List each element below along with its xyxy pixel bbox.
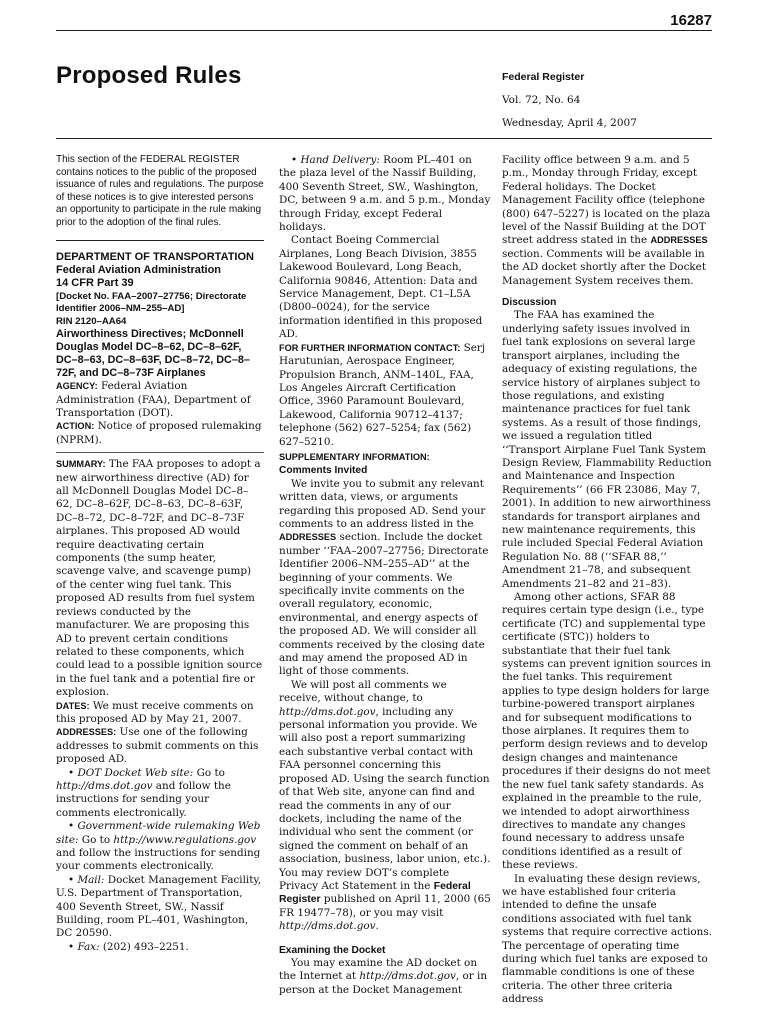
examining-paragraph [279,957,491,997]
paragraph-text: We will post all comments we receive, without change, to [279,678,447,705]
docket-link[interactable]: http://dms.dot.gov [359,970,456,983]
summary-text: The FAA proposes to adopt a new airworthiness directive (AD) for all McDonnell Douglas Model DC–8–62, DC–8–62F, DC–8–63, DC–8–63F, DC–8–72, DC–8–72F, and DC–8–73F airplanes. This proposed AD would require deactivating certain components (the sump heater, scavenge valve, and scavenge pump) of the center wing fuel tank. This proposed AD results from fuel system reviews conducted by the manufacturer. We are proposing this AD to prevent certain conditions related to these components, which could lead to a possible ignition source in the fuel tank and a potential fire or explosion. [56,458,263,699]
addresses-label: ADDRESSES: [56,727,117,738]
discussion-paragraph-3: In evaluating these design reviews, we have established four criteria intended to define the unsafe conditions associated with fuel tank systems that require corrective actions. The percentage of operating time during which fuel tanks are exposed to flammable conditions is one of these criteria. The other three criteria address [502,872,712,1006]
docket-link[interactable]: http://dms.dot.gov [279,705,376,718]
summary-label: SUMMARY: [56,459,106,470]
examining-docket-heading: Examining the Docket [279,944,386,956]
dates-label: DATES: [56,700,90,711]
column-3 [502,154,712,1007]
supplementary-label: SUPPLEMENTARY INFORMATION: [279,451,430,462]
column-1 [56,154,264,954]
further-info-text: Serj Harutunian, Aerospace Engineer, Propulsion Branch, ANM–140L, FAA, Los Angeles Aircraft Certification Office, 3960 Paramount Boulevard, Lakewood, California 90712–4137; telephone (562) 627–5254; fax (562) 627–5210. [279,341,486,448]
bullet-text: Go to [196,766,225,779]
paragraph-text: section. Include the docket number ‘‘FAA–2007–27756; Directorate Identifier 2006–NM–255–AD’’ at the beginning of your comments. We specifically invite comments on the overall regulatory, economic, environmental, and energy aspects of the proposed AD. We will consider all comments received by the closing date and may amend the proposed AD in light of those comments. [279,531,489,678]
paragraph-text: section. Comments will be available in the AD docket shortly after the Docket Management System receives them. [502,247,707,287]
paragraph-text: . [375,920,379,933]
bullet-label: Mail: [77,873,105,886]
comments-paragraph-2 [279,679,491,934]
bullet-fax: • Fax: (202) 493–2251. [68,940,189,953]
addresses-text: Use one of the following addresses to submit comments on this proposed AD. [56,726,259,766]
bullet-label: Government-wide rulemaking Web site: [56,820,261,846]
bullet-text: and follow the instructions for sending your comments electronically. [56,847,261,873]
comments-paragraph-1 [279,478,491,679]
action-label: ACTION: [56,421,95,432]
bullet-text: Go to [81,833,114,846]
addresses-ref: ADDRESSES [650,235,708,246]
agency-text: Federal Aviation Administration (FAA), Department of Transportation (DOT). [56,380,251,419]
federal-register-ref: Federal Register [279,880,471,906]
dates-paragraph [56,700,264,727]
bullet-text: and follow the instructions for sending your comments electronically. [56,779,231,819]
volume-info: Vol. 72, No. 64 [502,94,581,106]
bullet-hand-delivery: • Hand Delivery: Room PL–401 on the plaza level of the Nassif Building, 400 Seventh Street, SW., Washington, DC, between 9 a.m. and 5 p.m., Monday through Friday, except Federal holidays. [279,154,491,234]
bullet-label: Hand Delivery: [300,154,380,166]
bullet-dot-docket: • DOT Docket Web site: Go to http://dms.dot.gov and follow the instructions for sending your comments electronically. [56,766,231,819]
paragraph-text: You may examine the AD docket on the Internet at [279,956,478,983]
bullet-label: DOT Docket Web site: [77,766,194,779]
docket-continued-paragraph [502,154,712,288]
section-title: Proposed Rules [56,62,242,89]
docket-link[interactable]: http://dms.dot.gov [279,920,376,933]
column-2 [279,154,491,997]
bullet-text: Room PL–401 on the plaza level of the Nassif Building, 400 Seventh Street, SW., Washington, DC, between 9 a.m. and 5 p.m., Monday through Friday, except Federal holidays. [279,154,491,234]
page-number: 16287 [670,12,712,29]
cfr-part: 14 CFR Part 39 [56,277,134,290]
discussion-heading: Discussion [502,297,557,309]
header-rule [56,138,712,139]
issue-date: Wednesday, April 4, 2007 [502,117,637,129]
bullet-mail: • Mail: Docket Management Facility, U.S. Department of Transportation, 400 Seventh Street, SW., Nassif Building, room PL–401, Washington, DC 20590. [56,873,262,940]
addresses-ref: ADDRESSES [279,532,337,543]
agency-paragraph [56,380,264,420]
agency-label: AGENCY: [56,381,98,392]
top-rule [56,30,712,31]
action-text: Notice of proposed rulemaking (NPRM). [56,420,262,446]
contact-boeing-paragraph: Contact Boeing Commercial Airplanes, Long Beach Division, 3855 Lakewood Boulevard, Long Beach, California 90846, Attention: Data and Service Management, Dept. C1–L5A (D800–0024), for the service information identified in this proposed AD. [279,234,483,341]
paragraph-text: Facility office between 9 a.m. and 5 p.m., Monday through Friday, except Federal holidays. The Docket Management Facility office (telephone (800) 647–5227) is located on the plaza level of the Nassif Building at the DOT street address stated in the [502,154,711,247]
rule-subject: Airworthiness Directives; McDonnell Douglas Model DC–8–62, DC–8–62F, DC–8–63, DC–8–63F, DC–8–72, DC–8–72F, and DC–8–73F Airplanes [56,328,250,380]
paragraph-text: , including any personal information you provide. We will also post a report summarizing each substantive verbal contact with FAA personnel concerning this proposed AD. Using the search function of that Web site, anyone can find and read the comments in any of our dockets, including the name of the individual who sent the comment (or signed the comment on behalf of an association, business, labor union, etc.). You may review DOT’s complete Privacy Act Statement in the [279,705,491,892]
docket-number: [Docket No. FAA–2007–27756; Directorate Identifier 2006–NM–255–AD] [56,290,247,314]
bullet-text: Docket Management Facility, U.S. Department of Transportation, 400 Seventh Street, SW., Nassif Building, room PL–401, Washington, DC 20590. [56,873,262,940]
action-paragraph [56,420,264,447]
divider [56,240,264,241]
further-info-label: FOR FURTHER INFORMATION CONTACT: [279,342,461,353]
paragraph-text: , or in person at the Docket Management [279,970,488,996]
paragraph-text: published on April 11, 2000 (65 FR 19477–78), or you may visit [279,893,491,919]
further-info-paragraph [279,342,491,449]
comments-invited-heading: Comments Invited [279,465,368,477]
docket-link[interactable]: http://dms.dot.gov [56,779,153,792]
addresses-paragraph [56,726,264,766]
summary-paragraph [56,458,264,699]
dates-text: We must receive comments on this proposed AD by May 21, 2007. [56,699,254,725]
department-heading: DEPARTMENT OF TRANSPORTATION [56,250,254,263]
divider [56,452,264,453]
bullet-regulations-gov: • Government-wide rulemaking Web site: Go to http://www.regulations.gov and follow the instructions for sending your comments electronically. [56,820,261,873]
rin-number: RIN 2120–AA64 [56,315,127,327]
federal-register-block [502,70,637,130]
regulations-link[interactable]: http://www.regulations.gov [113,833,257,846]
bullet-text: (202) 493–2251. [102,940,189,953]
agency-heading: Federal Aviation Administration [56,263,222,276]
publication-name: Federal Register [502,71,585,83]
discussion-paragraph-2: Among other actions, SFAR 88 requires certain type design (i.e., type certificate (TC) and supplemental type certificate (STC)) holders to substantiate that their fuel tank systems can prevent ignition sources in the fuel tanks. This requirement applies to type design holders for large turbine-powered transport airplanes and for subsequent modifications to those airplanes. It requires them to perform design reviews and to develop design changes and maintenance procedures if their designs do not meet the new fuel tank safety standards. As explained in the preamble to the rule, we intended to adopt airworthiness directives to mandate any changes found necessary to address unsafe conditions identified as a result of these reviews. [502,591,711,872]
discussion-paragraph-1: The FAA has examined the underlying safety issues involved in fuel tank explosions on several large transport airplanes, including the adequacy of existing regulations, the service history of airplanes subject to those regulations, and existing maintenance practices for fuel tank systems. As a result of those findings, we issued a regulation titled ‘‘Transport Airplane Fuel Tank System Design Review, Flammability Reduction and Maintenance and Inspection Requirements’’ (66 FR 23086, May 7, 2001). In addition to new airworthiness standards for transport airplanes and new maintenance requirements, this rule included Special Federal Aviation Regulation No. 88 (‘‘SFAR 88,’’ Amendment 21–78, and subsequent Amendments 21–82 and 21–83). [502,309,712,590]
section-intro: This section of the FEDERAL REGISTER contains notices to the public of the proposed issuance of rules and regulations. The purpose of these notices is to give interested persons an opportunity to participate in the rule making prior to the adoption of the final rules. [56,154,264,228]
bullet-label: Fax: [77,940,100,953]
paragraph-text: We invite you to submit any relevant written data, views, or arguments regarding this proposed AD. Send your comments to an address listed in the [279,477,486,530]
